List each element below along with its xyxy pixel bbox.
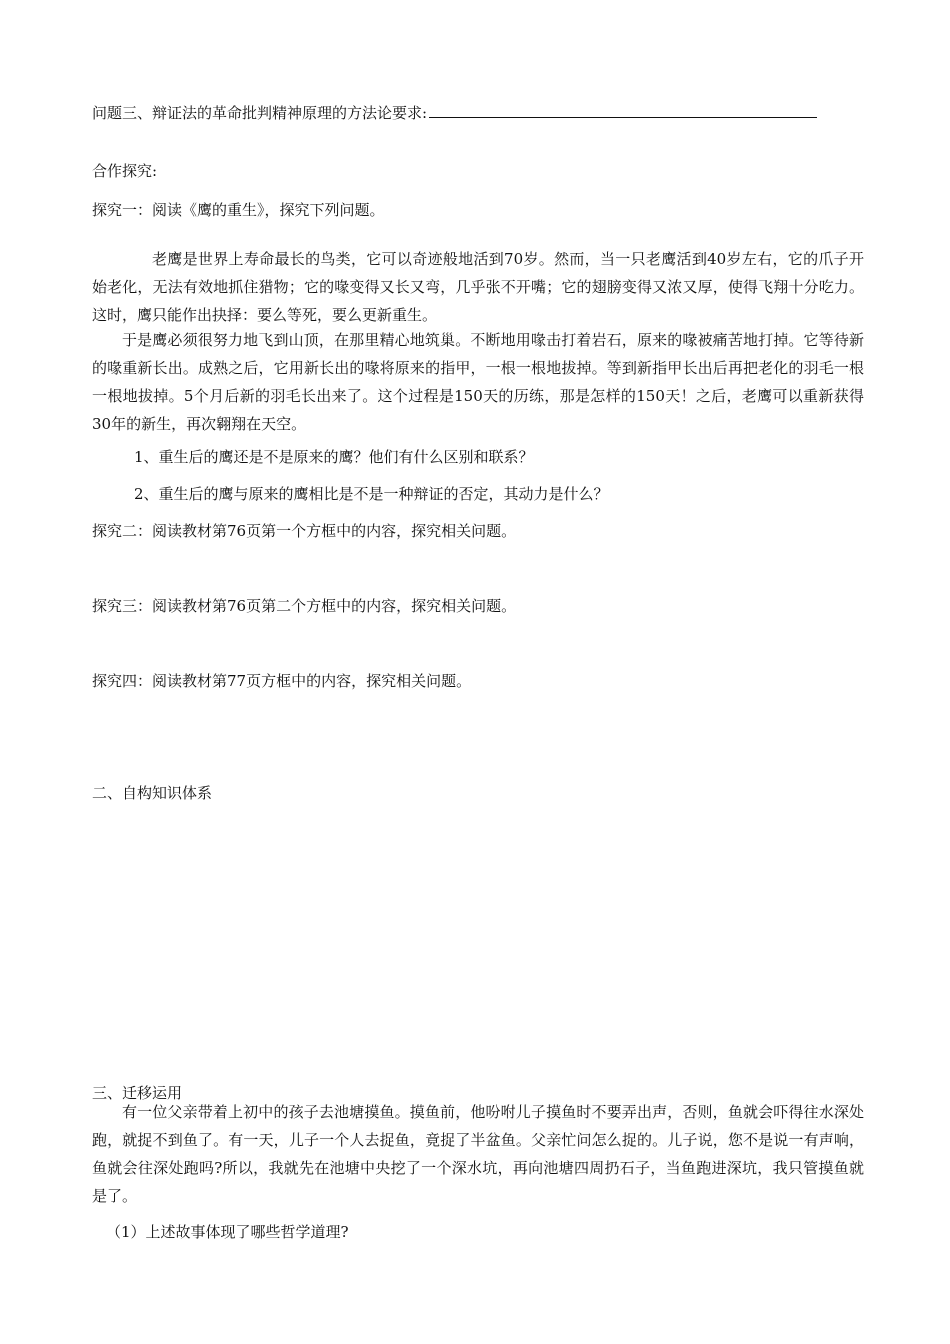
eagle-question-1: 1、重生后的鹰还是不是原来的鹰？他们有什么区别和联系？ [134, 448, 534, 466]
inquiry-one-title: 探究一：阅读《鹰的重生》，探究下列问题。 [92, 201, 385, 219]
inquiry-three-title: 探究三：阅读教材第76页第二个方框中的内容，探究相关问题。 [92, 597, 517, 615]
eagle-story-paragraph-2: 于是鹰必须很努力地飞到山顶，在那里精心地筑巢。不断地用喙击打着岩石，原来的喙被痛苦地打掉。它等待新的喙重新长出。成熟之后，它用新长出的喙将原来的指甲，一根一根地拔掉。等到新指甲长出后再把老化的羽毛一根一根地拔掉。5个月后新的羽毛长出来了。这个过程是150天的历练，那是怎样的150天！之后，老鹰可以重新获得30年的新生，再次翱翔在天空。 [92, 331, 864, 433]
question-three-label: 问题三、辩证法的革命批判精神原理的方法论要求: [92, 104, 428, 122]
eagle-story-paragraph-1: 老鹰是世界上寿命最长的鸟类，它可以奇迹般地活到70岁。然而，当一只老鹰活到40岁左右，它的爪子开始老化，无法有效地抓住猎物；它的喙变得又长又弯，几乎张不开嘴；它的翅膀变得又浓又厚，使得飞翔十分吃力。这时，鹰只能作出抉择：要么等死，要么更新重生。 [92, 250, 864, 324]
cooperative-inquiry-heading: 合作探究: [92, 162, 158, 180]
answer-blank-line [429, 105, 817, 118]
fishing-question-1: （1）上述故事体现了哪些哲学道理? [106, 1223, 349, 1241]
inquiry-two-title: 探究二：阅读教材第76页第一个方框中的内容，探究相关问题。 [92, 522, 517, 540]
eagle-question-2: 2、重生后的鹰与原来的鹰相比是不是一种辩证的否定，其动力是什么？ [134, 485, 609, 503]
section-two-heading: 二、自构知识体系 [92, 784, 213, 802]
section-three-heading: 三、迁移运用 [92, 1084, 183, 1102]
fishing-story-paragraph: 有一位父亲带着上初中的孩子去池塘摸鱼。摸鱼前，他吩咐儿子摸鱼时不要弄出声，否则，鱼就会吓得往水深处跑，就捉不到鱼了。有一天，儿子一个人去捉鱼，竟捉了半盆鱼。父亲忙问怎么捉的。儿子说，您不是说一有声响，鱼就会往深处跑吗?所以，我就先在池塘中央挖了一个深水坑，再向池塘四周扔石子，当鱼跑进深坑，我只管摸鱼就是了。 [92, 1103, 864, 1205]
inquiry-four-title: 探究四：阅读教材第77页方框中的内容，探究相关问题。 [92, 672, 472, 690]
question-three-line [92, 104, 872, 122]
